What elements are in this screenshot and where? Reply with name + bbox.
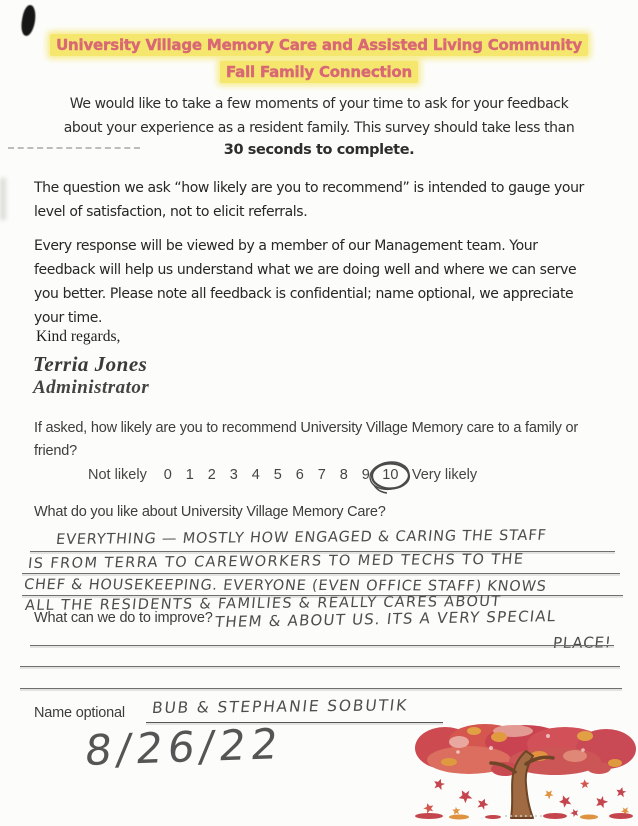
like-question: What do you like about University Village Memory Care? — [34, 504, 386, 520]
handwritten-answer-row3: CHEF & HOUSEKEEPING. EVERYONE (EVEN OFFICE STAFF) KNOWS — [23, 577, 548, 595]
recommend-question-line1: If asked, how likely are you to recommend University Village Memory care to a family or — [34, 420, 579, 436]
page-title-line1: University Village Memory Care and Assisted Living Community — [50, 34, 588, 56]
handwritten-answer-row4: ALL THE RESIDENTS & FAMILIES & REALLY CARES ABOUT — [24, 593, 502, 614]
scale-value-9: 9 — [361, 467, 370, 483]
handwritten-answer-row1: EVERYTHING — MOSTLY HOW ENGAGED & CARING THE STAFF — [55, 527, 548, 548]
rating-scale — [88, 467, 477, 483]
handwritten-answer-row2: IS FROM TERRA TO CAREWORKERS TO MED TECHS TO THE — [27, 551, 526, 572]
gauge-paragraph-line1: The question we ask “how likely are you to recommend” is intended to gauge your — [34, 180, 584, 196]
handwritten-answer-row5: THEM & ABOUT US. ITS A VERY SPECIAL — [214, 607, 558, 631]
improve-line-1 — [30, 645, 614, 646]
handwritten-date: 8/26/22 — [82, 719, 286, 775]
closing-text: Kind regards, — [36, 328, 121, 345]
scan-artifact-smudge — [0, 178, 6, 220]
scale-value-10-selected — [377, 467, 404, 483]
name-optional-label: Name optional — [34, 705, 125, 721]
improve-line-3 — [20, 688, 622, 689]
response-paragraph-line2: feedback will help us understand what we are doing well and where we can serve — [34, 262, 577, 278]
answer-line-2 — [22, 573, 620, 574]
scale-value-7: 7 — [317, 467, 326, 483]
improve-question: What can we do to improve? — [34, 610, 213, 626]
autumn-tree-icon — [413, 722, 638, 822]
scale-value-4: 4 — [251, 467, 260, 483]
scan-artifact-corner-mark — [19, 4, 37, 37]
scale-value-3: 3 — [229, 467, 238, 483]
scale-value-0: 0 — [163, 467, 172, 483]
page-title-line2: Fall Family Connection — [220, 61, 418, 83]
signature-title: Administrator — [33, 377, 150, 398]
recommend-question-line2: friend? — [34, 443, 77, 459]
handwritten-name: BUB & STEPHANIE SOBUTIK — [150, 696, 410, 717]
scale-value-8: 8 — [339, 467, 348, 483]
scale-value-1: 1 — [185, 467, 194, 483]
response-paragraph-line4: your time. — [34, 310, 103, 326]
scale-right-label: Very likely — [411, 467, 478, 483]
scale-value-10-text: 10 — [382, 467, 399, 483]
response-paragraph-line1: Every response will be viewed by a member of our Management team. Your — [34, 238, 538, 254]
signature-name: Terria Jones — [33, 352, 148, 376]
page-title-line2-row — [0, 61, 638, 83]
page-title-line1-row — [0, 34, 638, 56]
intro-line2: about your experience as a resident family. This survey should take less than — [63, 120, 575, 136]
intro-line1: We would like to take a few moments of your time to ask for your feedback — [69, 96, 569, 112]
gauge-paragraph-line2: level of satisfaction, not to elicit referrals. — [34, 204, 308, 220]
scale-value-2: 2 — [207, 467, 216, 483]
response-paragraph-line3: you better. Please note all feedback is confidential; name optional, we appreciate — [34, 286, 574, 302]
scale-value-5: 5 — [273, 467, 282, 483]
handwritten-answer-row6: PLACE! — [552, 633, 613, 652]
improve-line-2 — [20, 666, 620, 667]
scale-value-6: 6 — [295, 467, 304, 483]
scale-left-label: Not likely — [88, 467, 147, 483]
answer-line-1 — [30, 551, 615, 552]
intro-line3: 30 seconds to complete. — [223, 142, 415, 158]
